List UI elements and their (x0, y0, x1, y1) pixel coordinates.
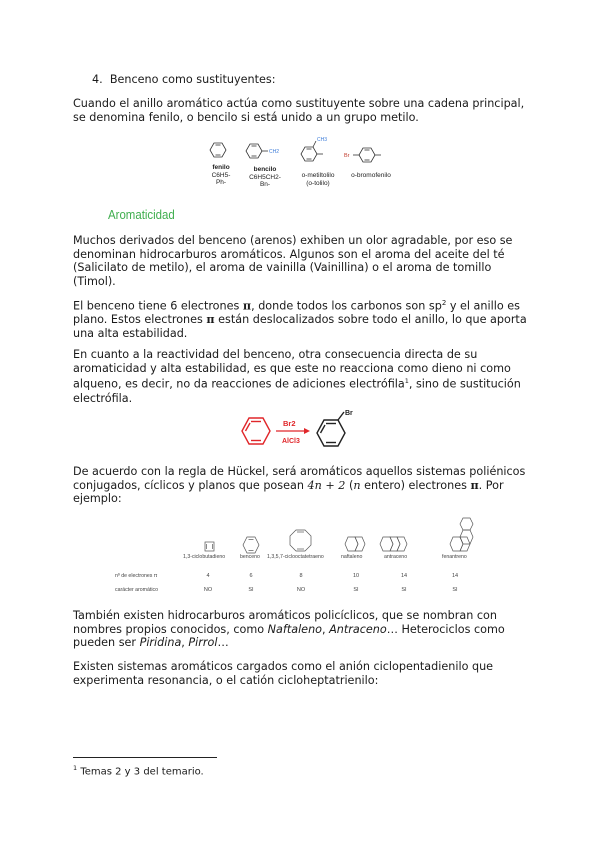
aromaticity-heading: Aromaticidad (108, 207, 175, 222)
paragraph-polycyclic (73, 609, 533, 650)
product-br-label: Br (345, 410, 353, 417)
section-number: 4. (92, 73, 103, 86)
reactivity-text-b: , sino de sustitución electrófila. (73, 377, 521, 405)
anthracene-structure (380, 537, 407, 551)
row-label-electrons: nº de electrones π (115, 573, 158, 579)
paragraph-arenes: Muchos derivados del benceno (arenos) exhiben un olor agradable, por eso se denominan hidrocarburos aromáticos. Algunos son el aroma del aceite del té (Salicilato de metilo), el aroma de vainilla (Vainillina) o el aroma de tomillo (Timol). (73, 234, 513, 288)
antraceno-italic: Antraceno (329, 622, 387, 636)
electrons-naftaleno: 10 (352, 573, 360, 579)
tolilo-label (290, 172, 346, 187)
pi-symbol: π (242, 298, 252, 313)
fenilo-name: fenilo (212, 164, 230, 171)
catalyst-label: AlCl3 (282, 438, 300, 445)
cyclooctatetraene-structure (290, 530, 311, 551)
aromatic-cyclobutadiene: NO (203, 587, 213, 593)
huckel-formula: 4n + 2 (307, 478, 346, 492)
fenilo-label (203, 164, 239, 187)
bencilo-formula: C6H5CH2- (249, 173, 281, 181)
tolyl-structure (301, 141, 323, 161)
reaction-arrow (276, 428, 310, 434)
name-naftaleno: naftaleno (341, 554, 363, 560)
footnote-divider (73, 757, 217, 758)
bromofenilo-label (342, 172, 400, 180)
reactivity-text-a: En cuanto a la reactividad del benceno, otra consecuencia directa de su aromaticidad y alta estabilidad, es que este no reacciona como dieno ni como alqueno, es decir, no da reacciones de adiciones electrófila (73, 348, 511, 391)
fenilo-abbr: Ph- (215, 179, 227, 186)
section-heading (92, 73, 275, 86)
polycyclic-text-d: , (181, 636, 189, 650)
bromofenilo-name: o-bromofenilo (351, 172, 391, 179)
name-fenantreno: fenantreno (442, 554, 467, 560)
electrons-benceno: 6 (249, 573, 253, 579)
phenanthrene-structure (450, 518, 473, 551)
electrons-cyclobutadiene: 4 (206, 573, 210, 579)
electrons-text-a: El benceno tiene 6 electrones (73, 299, 243, 313)
aromatic-cyclooctatetraene: NO (296, 587, 306, 593)
sp2-superscript: 2 (441, 299, 447, 307)
aromatic-fenantreno: SI (452, 587, 458, 593)
name-cyclooctatetraene: 1,3,5,7-ciclooctatetraeno (267, 554, 324, 560)
pi-symbol-2: π (206, 312, 215, 327)
naphthalene-structure (345, 537, 365, 551)
paragraph-huckel (73, 465, 533, 506)
electrons-text-b: , donde todos los carbonos son sp (251, 299, 442, 313)
name-antraceno: antraceno (384, 554, 408, 560)
benzyl-structure (246, 144, 268, 158)
polycyclic-text-c: … Heterociclos como pueden ser (73, 622, 505, 650)
paragraph-substituent: Cuando el anillo aromático actúa como sustituyente sobre una cadena principal, se denomina fenilo, o bencilo si está unido a un grupo metilo. (73, 97, 525, 124)
bencilo-abbr: Bn- (259, 181, 271, 188)
footnote-text: Temas 2 y 3 del temario. (77, 766, 204, 778)
polycyclic-text-a: También existen hidrocarburos aromáticos policíclicos, que se nombran con nombres propios conocidos, como (73, 609, 497, 636)
naftaleno-italic: Naftaleno (267, 622, 323, 636)
footnote-mark: 1 (73, 764, 78, 772)
name-cyclobutadiene: 1,3-ciclobutadieno (183, 554, 226, 560)
paragraph-reactivity (73, 348, 533, 405)
cyclobutadiene-structure (205, 542, 214, 551)
aromatic-naftaleno: SI (353, 587, 359, 593)
footnote-ref: 1 (404, 377, 409, 386)
huckel-text-a: De acuerdo con la regla de Hückel, será aromáticos aquellos sistemas poliénicos conjugados, cíclicos y planos que posean (73, 465, 526, 492)
bencilo-name: bencilo (253, 166, 277, 173)
row-label-aromatic: carácter aromático (115, 587, 158, 593)
aromatic-antraceno: SI (401, 587, 407, 593)
huckel-text-b: ( (345, 478, 354, 492)
polycyclic-text-b: , (322, 622, 330, 636)
benzyl-group-label: CH2 (269, 149, 280, 155)
pirrol-italic: Pirrol (188, 636, 218, 650)
electrons-text-d: están deslocalizados sobre todo el anillo, lo que aporta una alta estabilidad. (73, 313, 527, 340)
bromobenzene-product (317, 412, 345, 446)
bromophenyl-structure (353, 148, 381, 162)
electrons-text-c: y el anillo es plano. Estos electrones (73, 299, 520, 327)
bromo-group-label: Br (344, 153, 350, 159)
section-title-4: Benceno como sustituyentes: (109, 73, 276, 86)
electrons-fenantreno: 14 (451, 573, 459, 579)
benzene-structure (243, 537, 259, 553)
paragraph-electrons (73, 297, 533, 341)
footnote (73, 764, 204, 777)
tolilo-name: o-metiltolilo (301, 172, 335, 179)
reagent-label: Br2 (283, 419, 296, 428)
tolilo-alt: (o-tolilo) (306, 179, 330, 187)
huckel-n: n (353, 478, 361, 492)
substituent-structures (205, 137, 395, 167)
electrons-antraceno: 14 (400, 573, 408, 579)
paragraph-charged: Existen sistemas aromáticos cargados como el anión ciclopentadienilo que experimenta resonancia, o el catión cicloheptatrienilo: (73, 660, 494, 687)
huckel-text-c: entero) electrones (360, 478, 471, 492)
electrons-cyclooctatetraene: 8 (299, 573, 303, 579)
tolyl-group-label: CH3 (317, 137, 328, 143)
huckel-text-d: . Por ejemplo: (73, 478, 504, 506)
bromination-reaction (232, 410, 372, 460)
benzene-reactant (242, 418, 270, 444)
phenyl-structure (210, 143, 226, 157)
name-benceno: benceno (240, 554, 260, 560)
pi-symbol-3: π (470, 477, 479, 492)
fenilo-formula: C6H5- (211, 171, 231, 179)
polycyclic-text-e: … (217, 636, 229, 650)
aromatic-benceno: SI (248, 587, 254, 593)
bencilo-label (240, 166, 290, 189)
piridina-italic: Piridina (139, 636, 182, 650)
